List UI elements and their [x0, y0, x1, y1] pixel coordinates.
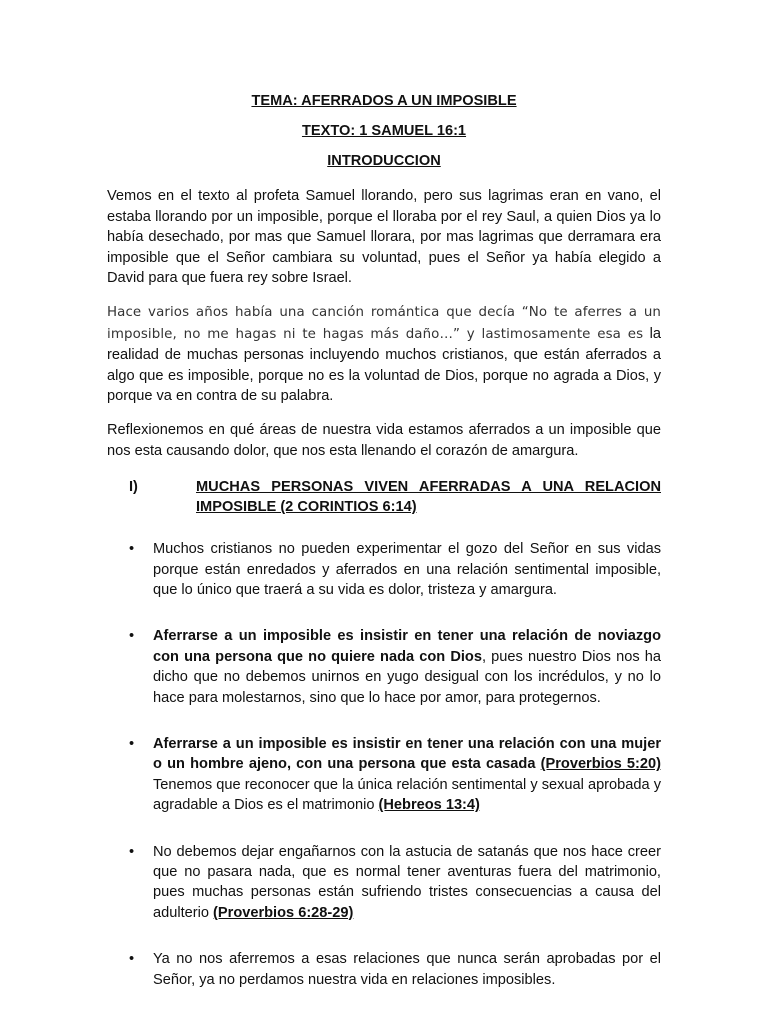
bullet-text: No debemos dejar engañarnos con la astucia de satanás que nos hace creer que no pasara nada, que es normal tener aventuras fuera del matrimonio, pues muchas personas están sufriendo tristes consecuencias a causa del adulterio: [153, 843, 661, 921]
section-number: I): [129, 479, 138, 496]
intro-paragraph-2-rest: la realidad de muchas personas incluyendo muchos cristianos, que están aferrados a algo que es imposible, porque no es la voluntad de Dios, porque no agrada a Dios, y porque va en contra de su palabra.: [107, 325, 661, 405]
intro-paragraph-3: Reflexionemos en qué áreas de nuestra vida estamos aferrados a un imposible que nos esta causando dolor, que nos esta llenando el corazón de amargura.: [107, 421, 661, 459]
song-quote-text: Hace varios años había una canción romántica que decía “No te aferres a un imposible, no me hagas ni te hagas más daño…” y lastimosamente esa es: [107, 304, 661, 342]
bullet-icon: •: [129, 541, 135, 558]
bullet-bold-text: Aferrarse a un imposible es insistir en tener una relación de noviazgo con una persona que no quiere nada con Dios: [153, 628, 661, 665]
bullet-icon: •: [129, 628, 135, 645]
tema-heading: TEMA: AFERRADOS A UN IMPOSIBLE: [251, 93, 517, 109]
bullet-text: Tenemos que reconocer que la única relación sentimental y sexual aprobada y agradable a Dios es el matrimonio: [153, 776, 661, 814]
bullet-list: [107, 539, 661, 990]
bullet-bold-text: Aferrarse a un imposible es insistir en tener una relación con una mujer o un hombre ajeno, con una persona que esta casada: [153, 735, 661, 773]
list-item: [107, 842, 661, 924]
bullet-text: Ya no nos aferremos a esas relaciones que nunca serán aprobadas por el Señor, ya no perdamos nuestra vida en relaciones imposibles.: [153, 951, 661, 988]
bullet-icon: •: [129, 735, 135, 752]
texto-heading: TEXTO: 1 SAMUEL 16:1: [301, 123, 467, 139]
list-item: [107, 734, 661, 816]
list-item: [107, 626, 661, 708]
list-item: [107, 539, 661, 600]
bullet-icon: •: [129, 843, 135, 860]
bible-reference: (Hebreos 13:4): [378, 797, 480, 814]
bullet-text: Muchos cristianos no pueden experimentar el gozo del Señor en sus vidas porque están enredados y aferrados en una relación sentimental imposible, que lo único que traerá a su vida es dolor, tristeza y amargura.: [153, 541, 661, 598]
bullet-text: , pues nuestro Dios nos ha dicho que no debemos unirnos en yugo desigual con los incrédulos, y no lo hace para molestarnos, sino que lo hace por amor, para protegernos.: [153, 648, 661, 706]
intro-paragraph-1: Vemos en el texto al profeta Samuel llorando, pero sus lagrimas eran en vano, el estaba llorando por un imposible, porque el lloraba por el rey Saul, a quien Dios ya lo había desechado, por mas que Samuel llorara, por mas lagrimas que derramara era imposible que el Señor cambiara su voluntad, pues el Señor ya había elegido a David para que fuera rey sobre Israel.: [107, 188, 661, 287]
list-item: [107, 949, 661, 990]
bible-reference: (Proverbios 5:20): [540, 756, 661, 773]
introduccion-heading: INTRODUCCION: [327, 153, 441, 169]
intro-paragraph-2: [107, 302, 661, 407]
section-title: MUCHAS PERSONAS VIVEN AFERRADAS A UNA RELACION IMPOSIBLE (2 CORINTIOS 6:14): [196, 479, 661, 516]
section-heading: [107, 477, 661, 517]
bullet-icon: •: [129, 951, 135, 968]
bible-reference: (Proverbios 6:28-29): [213, 904, 354, 921]
